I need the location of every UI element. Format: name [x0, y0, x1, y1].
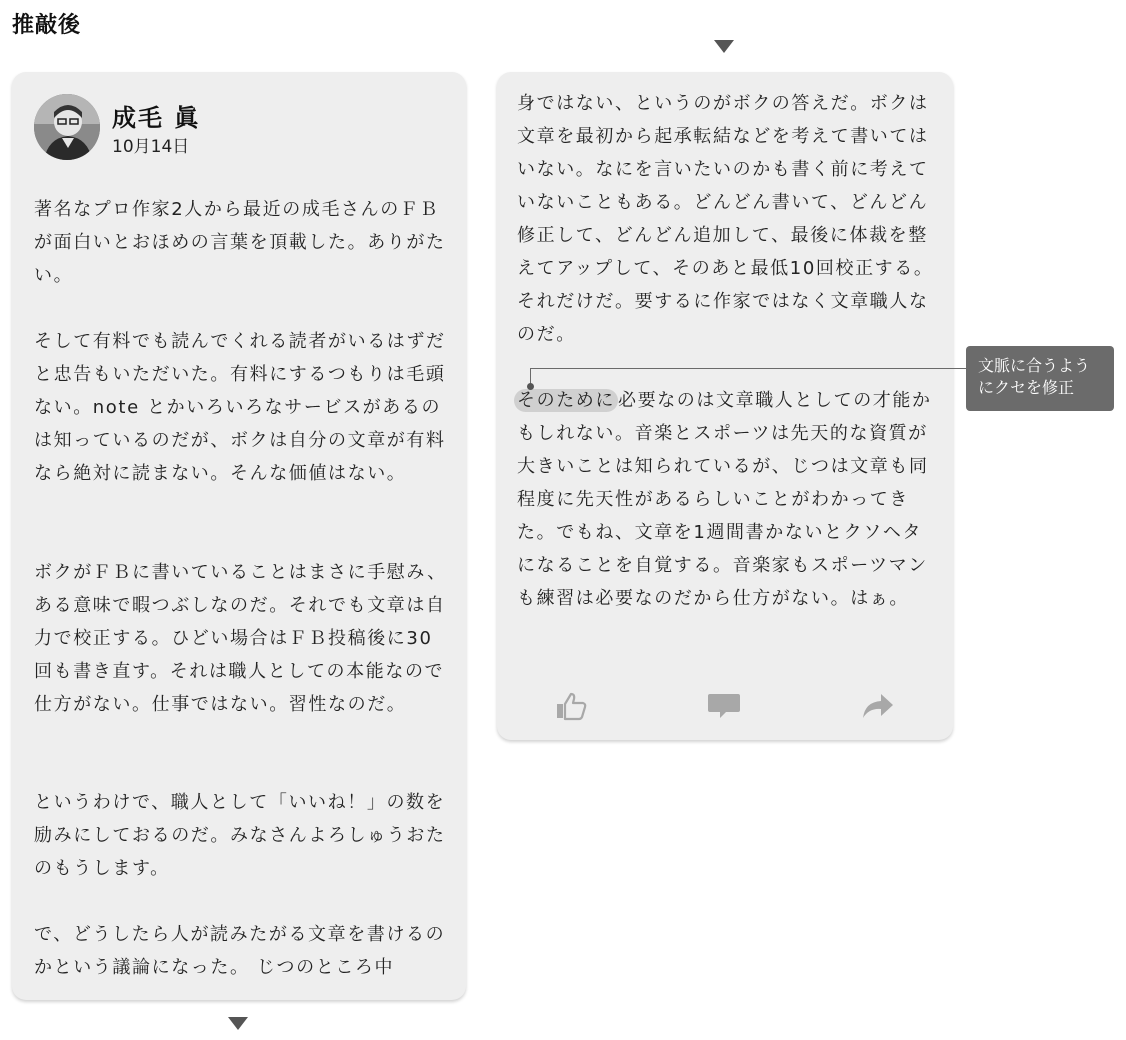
right-paragraph-2-text: 必要なのは文章職人としての才能かもしれない。音楽とスポーツは先天的な資質が大きいことは知られているが、じつは文章も同程度に先天性があるらしいことがわかってきた。でもね、文章を1週間書かないとクソヘタになることを自覚する。音楽家もスポーツマンも練習は必要なのだから仕方がない。はぁ。	[517, 390, 932, 609]
down-triangle-icon	[714, 40, 734, 53]
author-name[interactable]: 成毛 眞	[112, 104, 201, 132]
page-title: 推敲後	[12, 13, 82, 38]
post-date[interactable]: 10月14日	[112, 137, 190, 157]
annotation-callout	[966, 346, 1114, 411]
comment-icon[interactable]	[706, 688, 742, 724]
right-paragraph-1: 身ではない、というのがボクの答えだ。ボクは文章を最初から起承転結などを考えて書いてはいない。なにを言いたいのかも書く前に考えていないこともある。どんどん書いて、どんどん修正して、どんどん追加して、最後に体裁を整えてアップして、そのあと最低10回校正する。それだけだ。要するに作家ではなく文章職人なのだ。	[517, 93, 934, 345]
callout-line-1: 文脈に合うよう	[978, 356, 1091, 375]
action-bar	[497, 688, 953, 724]
left-paragraph-2: そして有料でも読んでくれる読者がいるはずだと忠告もいただいた。有料にするつもりは毛頭ない。note とかいろいろなサービスがあるのは知っているのだが、ボクは自分の文章が有料なら絶対に読まない。そんな価値はない。	[34, 331, 446, 484]
left-paragraph-1: 著名なプロ作家2人から最近の成毛さんのＦＢが面白いとおほめの言葉を頂載した。ありがたい。	[34, 199, 446, 286]
right-paragraph-2	[517, 384, 937, 615]
avatar[interactable]	[34, 94, 100, 160]
post-card-right	[497, 72, 953, 740]
callout-anchor-dot	[527, 383, 534, 390]
left-paragraph-5: で、どうしたら人が読みたがる文章を書けるのかという議論になった。 じつのところ中	[34, 924, 446, 978]
callout-line-2: にクセを修正	[978, 378, 1075, 397]
thumbs-up-icon[interactable]	[553, 688, 589, 724]
highlighted-phrase: そのために	[514, 389, 618, 412]
down-triangle-icon	[228, 1017, 248, 1030]
post-card-left	[12, 72, 466, 1000]
share-icon[interactable]	[859, 688, 895, 724]
left-paragraph-3: ボクがＦＢに書いていることはまさに手慰み、ある意味で暇つぶしなのだ。それでも文章は自力で校正する。ひどい場合はＦＢ投稿後に30回も書き直す。それは職人としての本能なので仕方がない。仕事ではない。習性なのだ。	[34, 562, 447, 715]
callout-connector	[530, 368, 968, 387]
left-paragraph-4: というわけで、職人として「いいね！」の数を励みにしておるのだ。みなさんよろしゅうおたのもうします。	[34, 792, 446, 879]
